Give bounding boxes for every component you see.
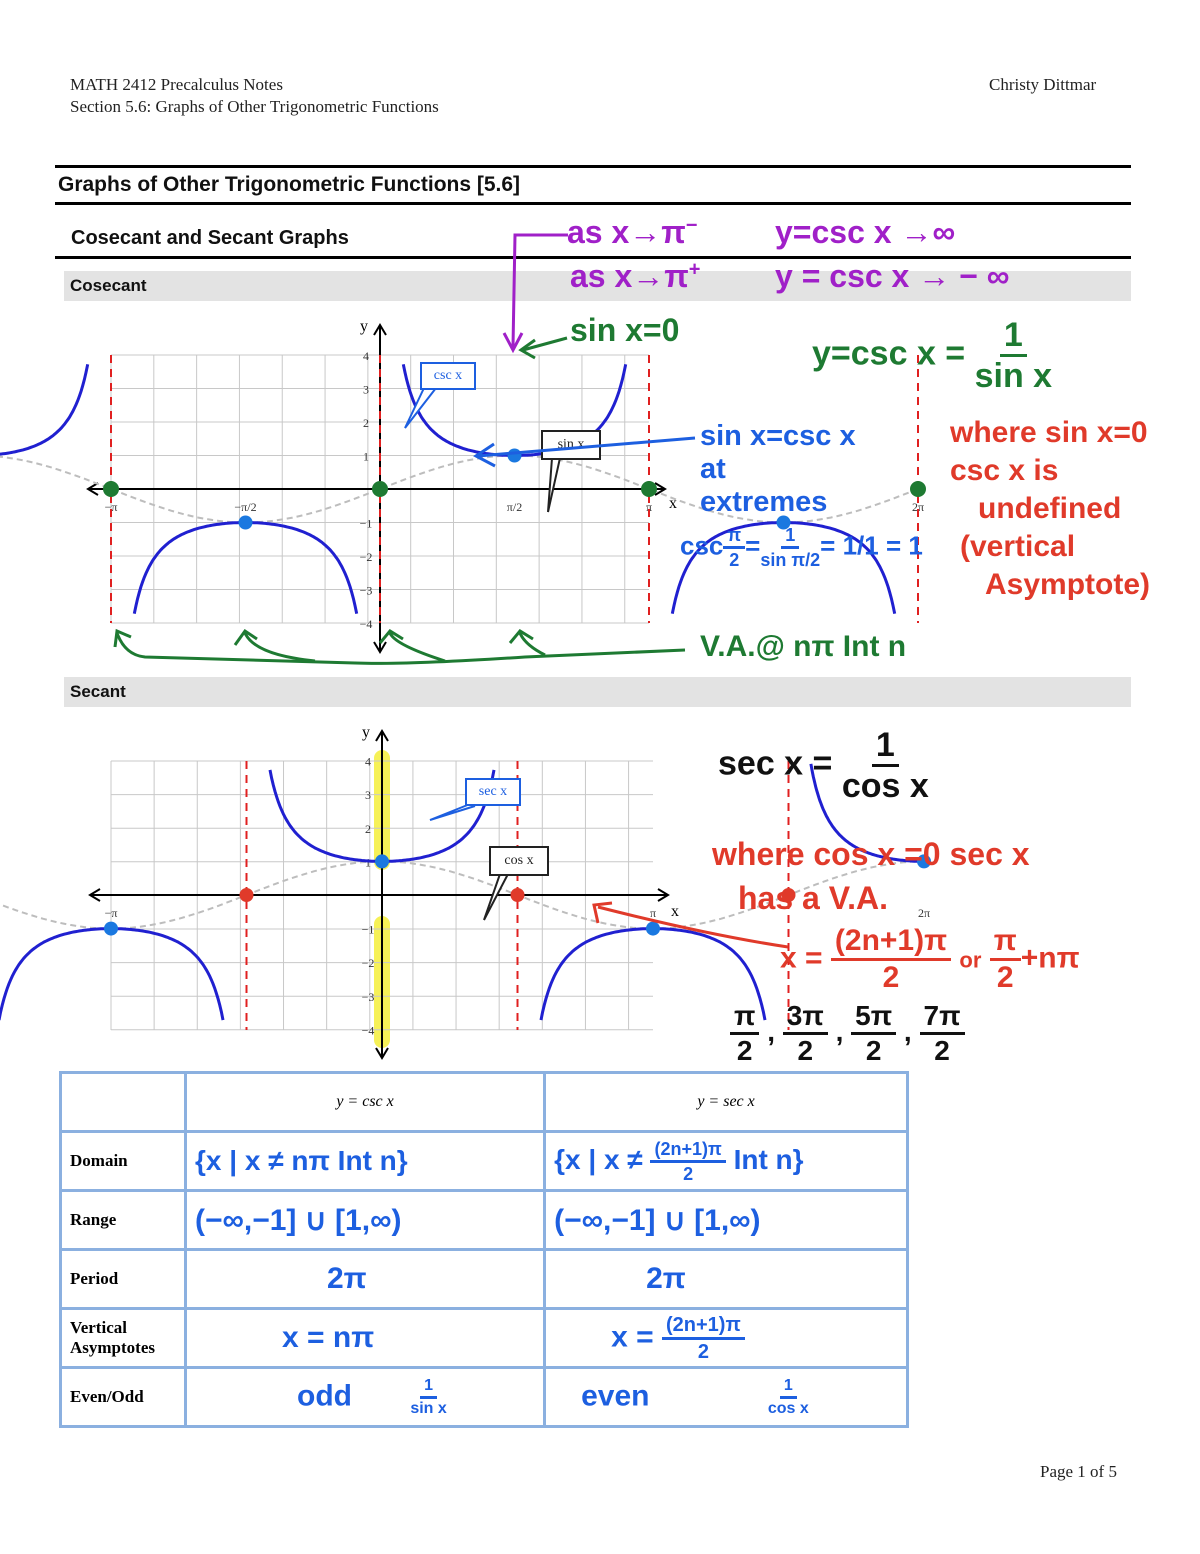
sin-reference-label: sin x (541, 430, 601, 460)
sec-va-list: $\frac{\pi}{2}$ , $\frac{3\pi}{2}$ , $\frac{5\pi}{2}$ , $\frac{7\pi}{2}$ (730, 1002, 965, 1065)
limit-note-left-2: as x→π+ (570, 258, 701, 294)
author-name: Christy Dittmar (989, 75, 1097, 94)
y-tick-label: −2 (359, 550, 373, 564)
domain-csc: {x | x ≠ nπ Int n} (186, 1132, 545, 1191)
va-sec: x = $\frac{(2n+1)\pi}{2}$ (545, 1309, 908, 1368)
secant-band-label: Secant (70, 682, 126, 701)
sin-equals-csc-note: sin x=csc x at extremes (700, 420, 856, 518)
zero-point (240, 888, 254, 902)
y-tick-label: −3 (359, 583, 373, 598)
section-title: Section 5.6: Graphs of Other Trigonometric Functions (70, 97, 439, 116)
table-row (61, 1368, 908, 1427)
page-number: Page 1 of 5 (1040, 1462, 1117, 1481)
limit-note-left: as x→π− (567, 214, 698, 250)
y-tick-label: 4 (365, 754, 371, 769)
va-csc: x = nπ (186, 1309, 545, 1368)
evenodd-sec: even $\frac{1}{\text{cos x}}$ (545, 1368, 908, 1427)
y-tick-label: 3 (365, 788, 371, 803)
y-tick-label: 1 (363, 449, 369, 464)
sec-function-label: sec x (465, 778, 521, 806)
csc-definition: y=csc x = $\frac{1}{\text{sin x}}$ (812, 316, 1053, 395)
y-tick-label: −4 (359, 617, 373, 631)
y-tick-label: 2 (365, 821, 371, 836)
csc-y-axis-label: y (360, 318, 368, 335)
limit-note-right-2: y = csc x → − ∞ (775, 258, 1010, 294)
page-title: Graphs of Other Trigonometric Functions [5.6] (58, 173, 521, 196)
section-subtitle: Cosecant and Secant Graphs (71, 227, 349, 249)
y-tick-label: −2 (361, 956, 375, 971)
period-sec: 2π (545, 1250, 908, 1309)
y-tick-label: −1 (361, 922, 375, 937)
sec-y-axis-label: y (362, 724, 370, 741)
y-tick-label: 2 (363, 416, 369, 430)
table-row (61, 1191, 908, 1250)
va-note: V.A.@ nπ Int n (700, 630, 907, 663)
y-tick-label: −4 (361, 1023, 375, 1038)
sec-va-note-2: has a V.A. (738, 880, 889, 916)
cos-reference-label: cos x (489, 846, 549, 876)
table-corner (61, 1073, 186, 1132)
csc-example: csc $\frac{\pi}{2}$ = $\frac{1}{\text{sin π/2}}$ = 1/1 = 1 (680, 525, 923, 570)
table-row (61, 1309, 908, 1368)
cosecant-band-label: Cosecant (70, 276, 147, 295)
x-tick-label: π/2 (506, 500, 523, 514)
row-label: Vertical Asymptotes (61, 1309, 186, 1368)
period-csc: 2π (186, 1250, 545, 1309)
sec-va-formula: x = $\frac{(2n+1)\pi}{2}$ or $\frac{\pi}{2}$ +nπ (780, 924, 1080, 994)
y-tick-label: −3 (361, 989, 375, 1004)
sec-callout-tail (430, 804, 475, 820)
x-tick-label: −π (104, 500, 118, 514)
sec-x-axis-label: x (671, 903, 679, 920)
y-tick-label: 1 (365, 855, 371, 870)
y-tick-label: 3 (363, 382, 369, 397)
x-tick-label: 2π (911, 500, 925, 514)
table-row (61, 1250, 908, 1309)
col-csc-header: y = csc x (186, 1073, 545, 1132)
row-label: Even/Odd (61, 1368, 186, 1427)
range-csc: (−∞,−1] ∪ [1,∞) (186, 1191, 545, 1250)
sec-definition: sec x = $\frac{1}{\text{cos x}}$ (718, 726, 929, 805)
table-row (61, 1132, 908, 1191)
row-label: Domain (61, 1132, 186, 1191)
red-arrow (588, 895, 798, 955)
cos-callout-tail (484, 874, 508, 920)
row-label: Period (61, 1250, 186, 1309)
sec-va-note-1: where cos x =0 sec x (712, 836, 1030, 872)
col-sec-header: y = sec x (545, 1073, 908, 1132)
csc-function-label: csc x (420, 362, 476, 390)
extreme-point (375, 854, 389, 868)
x-tick-label: −π (104, 906, 118, 920)
x-tick-label: π (649, 906, 657, 920)
x-tick-label: −π/2 (234, 500, 257, 514)
extreme-point (104, 922, 118, 936)
properties-table (59, 1071, 909, 1428)
table-header-row (61, 1073, 908, 1132)
row-label: Range (61, 1191, 186, 1250)
x-tick-label: 2π (917, 906, 931, 920)
domain-sec: {x | x ≠ $\frac{(2n+1)\pi}{2}$ Int n} (545, 1132, 908, 1191)
x-tick-label: π (645, 500, 653, 514)
y-tick-label: 4 (363, 349, 369, 363)
undefined-note: where sin x=0 csc x is undefined (vertical Asymptote) (950, 416, 1151, 601)
evenodd-csc: odd $\frac{1}{\text{sin x}}$ (186, 1368, 545, 1427)
sin-zero-note: sin x=0 (570, 312, 680, 348)
course-title: MATH 2412 Precalculus Notes (70, 75, 283, 94)
csc-x-axis-label: x (669, 495, 677, 512)
zero-point (511, 888, 525, 902)
y-tick-label: −1 (359, 516, 373, 531)
limit-note-right: y=csc x →∞ (775, 214, 956, 250)
range-sec: (−∞,−1] ∪ [1,∞) (545, 1191, 908, 1250)
